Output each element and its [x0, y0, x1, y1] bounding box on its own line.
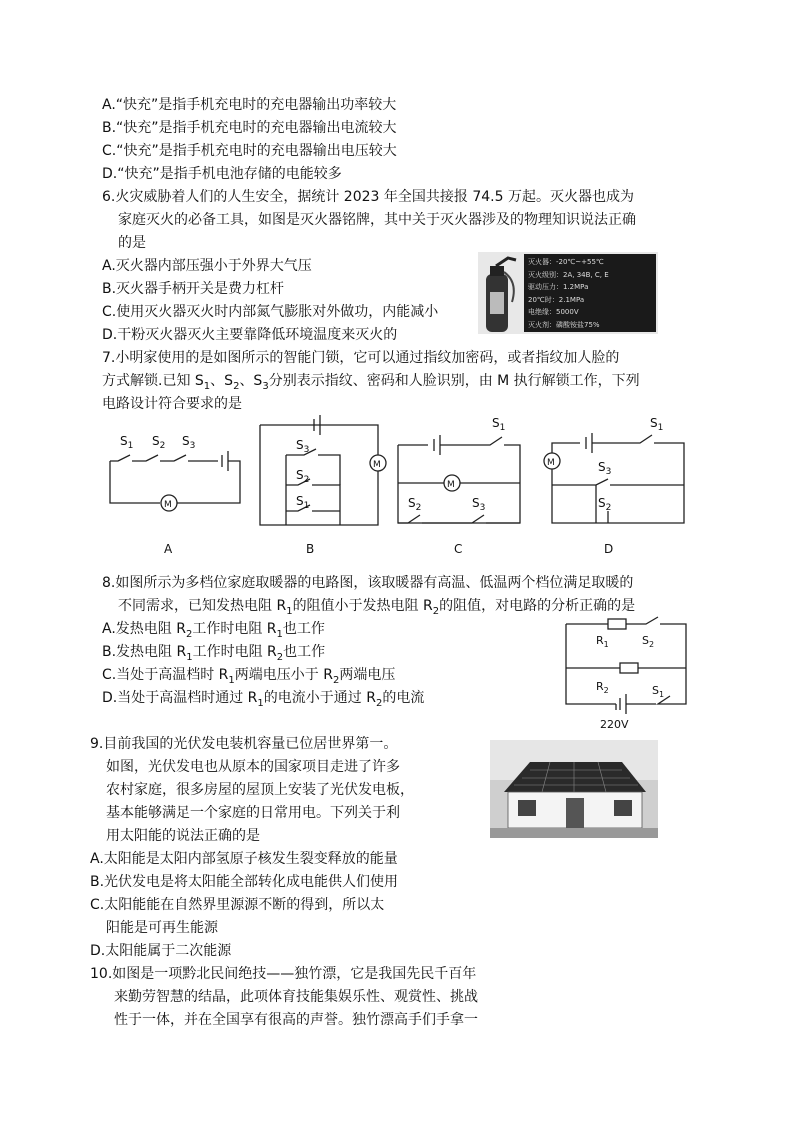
q5-option-b: B.“快充”是指手机充电时的充电器输出电流较大 [102, 120, 397, 136]
solar-house-photo [490, 740, 658, 838]
q6-stem-line2: 家庭灭火的必备工具，如图是灭火器铭牌，其中关于灭火器涉及的物理知识说法正确 [118, 212, 636, 228]
q5-option-d: D.“快充”是指手机电池存储的电能较多 [102, 166, 342, 182]
q9-option-c2: 阳能是可再生能源 [106, 920, 218, 936]
q5-option-a: A.“快充”是指手机充电时的充电器输出功率较大 [102, 97, 397, 113]
extinguisher-photo [478, 252, 658, 334]
q9-stem-line4: 基本能够满足一个家庭的日常用电。下列关于利 [106, 805, 400, 821]
q8-option-b: B.发热电阻 $R_1$工作时电阻 $R_2$也工作 [102, 644, 326, 663]
q9-option-d: D.太阳能属于二次能源 [90, 943, 232, 959]
svg-text:S3: $S_3$ [182, 434, 196, 451]
q8-heater-circuit [560, 612, 690, 732]
svg-text:S2: $S_2$ [642, 634, 655, 649]
q10-stem-line1: 10.如图是一项黔北民间绝技——独竹漂，它是我国先民千百年 [90, 966, 477, 982]
svg-text:M: M [373, 460, 381, 470]
q8-stem-line1: 8.如图所示为多档位家庭取暖器的电路图，该取暖器有高温、低温两个档位满足取暖的 [102, 575, 634, 591]
svg-text:S3: $S_3$ [472, 496, 486, 513]
q6-stem-line3: 的是 [118, 235, 146, 251]
q8-option-c: C.当处于高温档时 $R_1$两端电压小于 $R_2$两端电压 [102, 667, 396, 686]
circuit-label-a: A [164, 542, 173, 556]
nameplate-line: 灭火器：-20℃~+55℃ [528, 258, 604, 266]
q9-option-a: A.太阳能是太阳内部氢原子核发生裂变释放的能量 [90, 851, 398, 867]
svg-text:M: M [164, 500, 172, 510]
svg-text:S3: $S_3$ [296, 438, 310, 455]
nameplate-line: 20℃时：2.1MPa [528, 295, 585, 304]
svg-text:S3: $S_3$ [598, 460, 612, 477]
svg-text:M: M [447, 480, 455, 490]
nameplate-line: 灭火级别：2A, 34B, C, E [528, 270, 609, 279]
svg-text:M: M [547, 458, 555, 468]
q8-option-a: A.发热电阻 $R_2$工作时电阻 $R_1$也工作 [102, 621, 325, 640]
q9-stem-line2: 如图，光伏发电也从原本的国家项目走进了许多 [106, 759, 400, 775]
q8-option-d: D.当处于高温档时通过 $R_1$的电流小于通过 $R_2$的电流 [102, 690, 425, 709]
q10-stem-line2: 来勤劳智慧的结晶，此项体育技能集娱乐性、观赏性、挑战 [114, 989, 478, 1005]
svg-text:S2: $S_2$ [598, 496, 612, 513]
q5-option-c: C.“快充”是指手机充电时的充电器输出电压较大 [102, 143, 397, 159]
svg-text:S1: $S_1$ [492, 416, 506, 433]
q6-stem-line1: 6.火灾威胁着人们的人生安全，据统计 2023 年全国共接报 74.5 万起。灭火器也成为 [102, 189, 634, 205]
q6-option-b: B.灭火器手柄开关是费力杠杆 [102, 281, 285, 297]
q7-stem-line2: 方式解锁.已知 $S_1$、$S_2$、$S_3$分别表示指纹、密码和人脸识别，由 M 执行解锁工作，下列 [102, 373, 640, 392]
circuit-label-b: B [306, 542, 315, 556]
circuit-label-c: C [454, 542, 463, 556]
q6-option-d: D.干粉灭火器灭火主要靠降低环境温度来灭火的 [102, 327, 398, 343]
q9-stem-line5: 用太阳能的说法正确的是 [106, 828, 260, 844]
q9-stem-line3: 农村家庭，很多房屋的屋顶上安装了光伏发电板， [106, 782, 414, 798]
q9-stem-line1: 9.目前我国的光伏发电装机容量已位居世界第一。 [90, 736, 398, 752]
svg-text:220V: 220V [600, 718, 629, 731]
svg-text:R1: $R_1$ [596, 634, 609, 649]
svg-text:S1: $S_1$ [652, 684, 665, 699]
q7-circuit-diagrams [100, 415, 700, 565]
svg-text:S1: $S_1$ [650, 416, 664, 433]
svg-text:S2: $S_2$ [408, 496, 422, 513]
nameplate-line: 电绝缘：5000V [528, 308, 579, 316]
q7-stem-line1: 7.小明家使用的是如图所示的智能门锁，它可以通过指纹加密码，或者指纹加人脸的 [102, 350, 620, 366]
svg-text:R2: $R_2$ [596, 680, 609, 695]
q9-option-b: B.光伏发电是将太阳能全部转化成电能供人们使用 [90, 874, 399, 890]
svg-text:S2: $S_2$ [152, 434, 166, 451]
q6-option-c: C.使用灭火器灭火时内部氮气膨胀对外做功，内能减小 [102, 304, 439, 320]
q6-option-a: A.灭火器内部压强小于外界大气压 [102, 258, 312, 274]
svg-text:S1: $S_1$ [120, 434, 134, 451]
svg-text:S1: $S_1$ [296, 494, 310, 511]
q10-stem-line3: 性于一体，并在全国享有很高的声誉。独竹漂高手们手拿一 [114, 1012, 478, 1028]
circuit-label-d: D [604, 542, 614, 556]
q8-stem-line2: 不同需求，已知发热电阻 $R_1$的阻值小于发热电阻 $R_2$的阻值，对电路的分析正确的是 [118, 598, 636, 617]
q9-option-c1: C.太阳能能在自然界里源源不断的得到，所以太 [90, 897, 385, 913]
svg-text:S2: $S_2$ [296, 468, 310, 485]
nameplate-line: 驱动压力：1.2MPa [528, 283, 589, 291]
nameplate-line: 灭火剂：磷酸铵盐75% [528, 320, 600, 329]
q7-stem-line3: 电路设计符合要求的是 [102, 396, 242, 412]
